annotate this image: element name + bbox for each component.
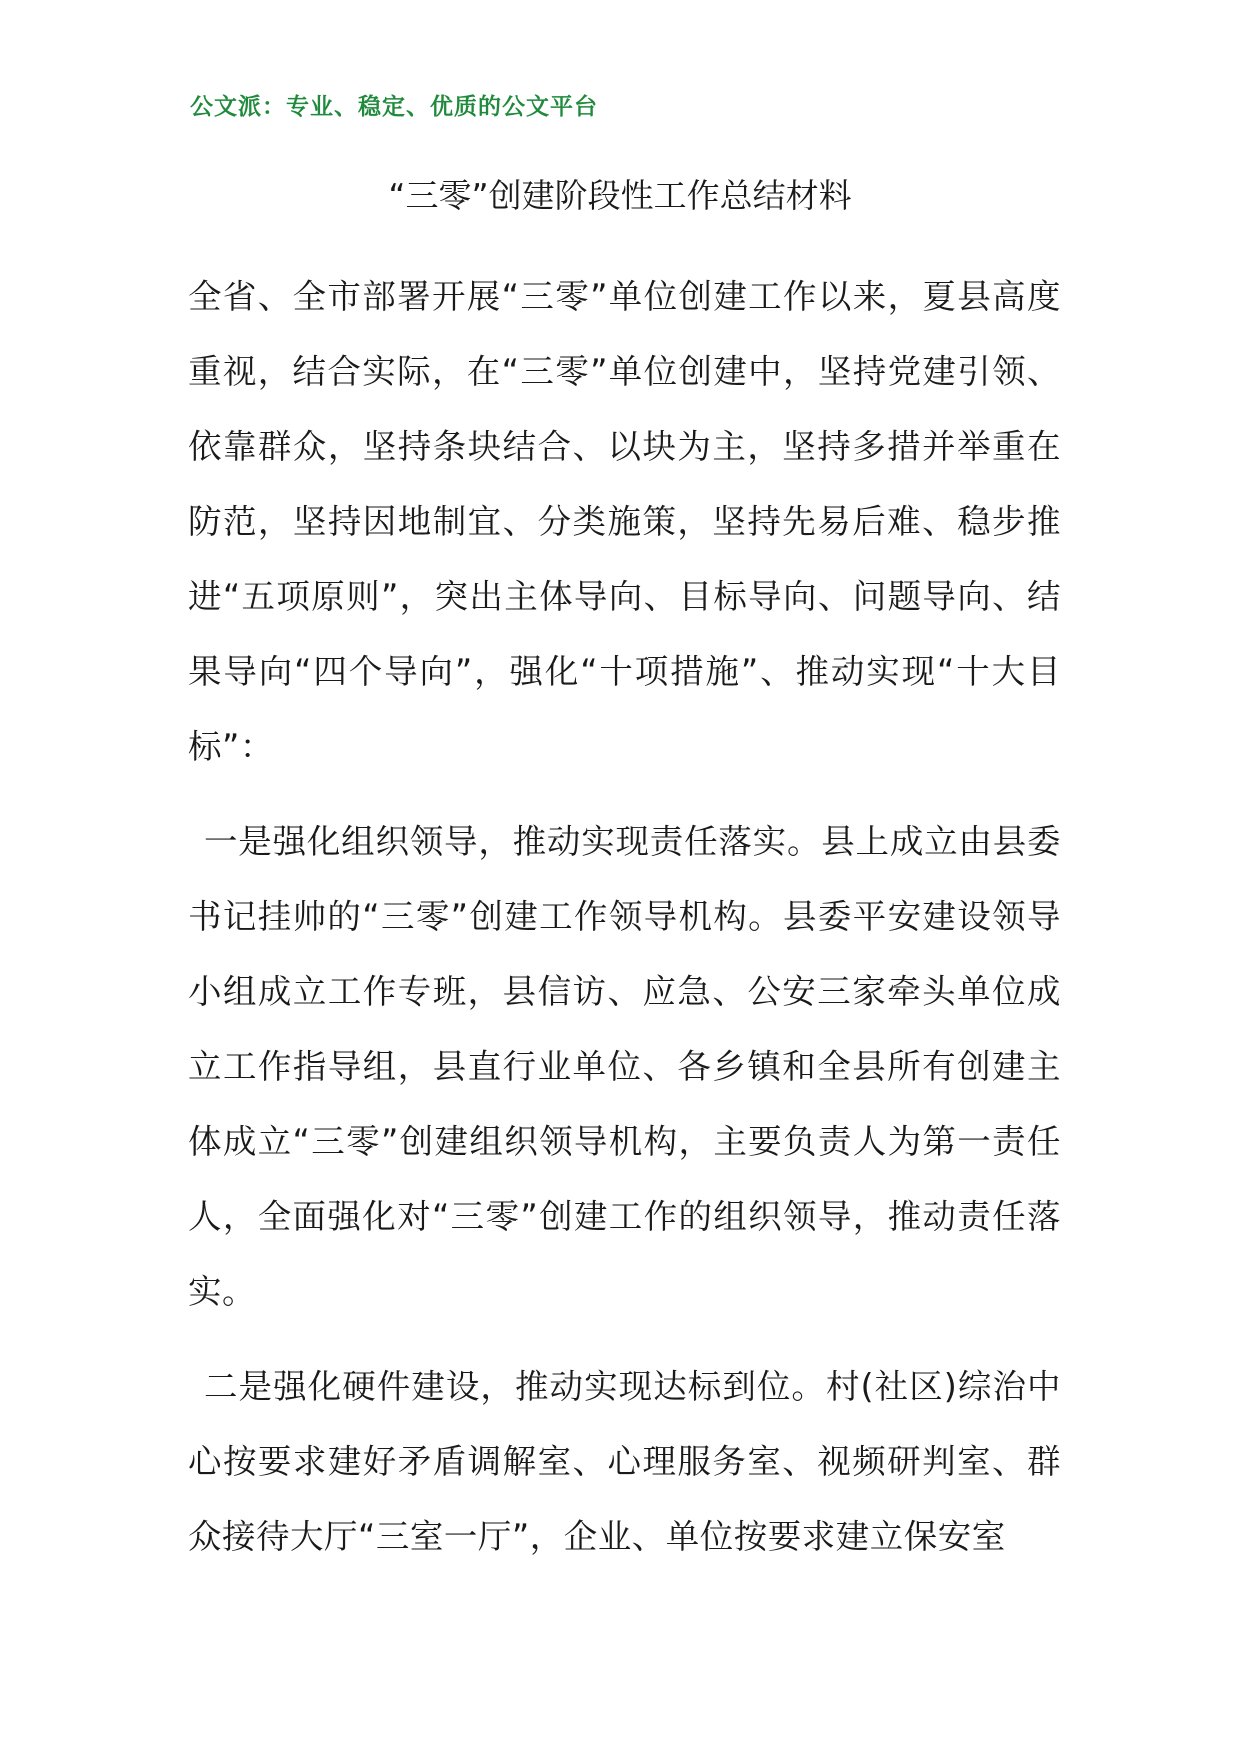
paragraph-hardware-construction: 二是强化硬件建设，推动实现达标到位。村(社区)综治中心按要求建好矛盾调解室、心理服务室、视频研判室、群众接待大厅“三室一厅”，企业、单位按要求建立保安室 bbox=[188, 1367, 1061, 1556]
paragraph-intro: 全省、全市部署开展“三零”单位创建工作以来，夏县高度重视，结合实际，在“三零”单位创建中，坚持党建引领、依靠群众，坚持条块结合、以块为主，坚持多措并举重在防范，坚持因地制宜、分类施策，坚持先易后难、稳步推进“五项原则”，突出主体导向、目标导向、问题导向、结果导向“四个导向”，强化“十项措施”、推动实现“十大目标”： bbox=[188, 277, 1061, 766]
paragraph-organization-leadership: 一是强化组织领导，推动实现责任落实。县上成立由县委书记挂帅的“三零”创建工作领导机构。县委平安建设领导小组成立工作专班，县信访、应急、公安三家牵头单位成立工作指导组，县直行业单位、各乡镇和全县所有创建主体成立“三零”创建组织领导机构，主要负责人为第一责任人，全面强化对“三零”创建工作的组织领导，推动责任落实。 bbox=[188, 822, 1061, 1311]
site-banner: 公文派：专业、稳定、优质的公文平台 bbox=[190, 94, 598, 120]
document-title: “三零”创建阶段性工作总结材料 bbox=[388, 176, 852, 215]
document-body bbox=[188, 259, 1061, 1594]
